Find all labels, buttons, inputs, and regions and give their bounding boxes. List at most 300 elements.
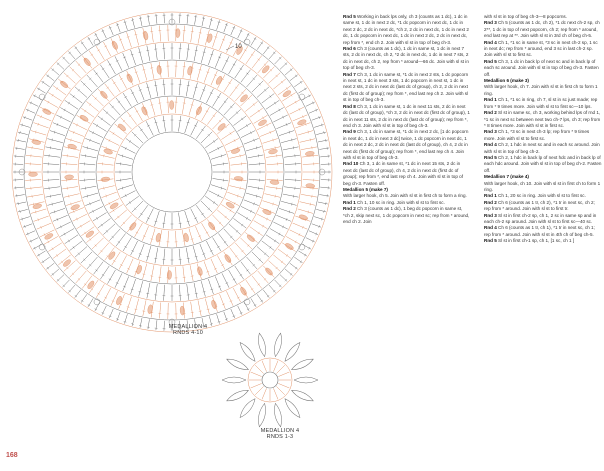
stitch-crossbar (96, 124, 97, 126)
stitch-crossbar (140, 129, 142, 131)
stitch-symbol (250, 227, 263, 236)
popcorn-symbol (169, 100, 173, 109)
stitch-symbol (204, 68, 209, 83)
stitch-crossbar (101, 118, 103, 120)
stitch-symbol (237, 213, 251, 221)
stitch-crossbar (80, 225, 81, 227)
stitch-symbol (81, 81, 92, 92)
stitch-symbol (218, 233, 228, 246)
stitch-symbol (126, 196, 139, 205)
stitch-symbol (189, 229, 194, 244)
popcorn-symbol (65, 175, 74, 180)
stitch-symbol (98, 163, 114, 165)
stitch-symbol (65, 235, 78, 244)
stitch-symbol (249, 163, 265, 164)
stitch-symbol (195, 226, 201, 241)
stitch-symbol (115, 273, 122, 287)
stitch-crossbar (52, 248, 54, 250)
stitch-symbol (257, 214, 271, 221)
stitch-symbol (140, 318, 142, 328)
stitch-symbol (257, 247, 269, 258)
stitch-crossbar (88, 38, 90, 39)
stitch-symbol (266, 155, 282, 157)
stitch-symbol (257, 87, 269, 98)
instruction-text: Ch 2, 1 hdc in back lp of next hdc and in back lp of each hdc around. Join with sl st in top of beg ch-2. Fasten off. (484, 154, 602, 173)
stitch-crossbar (304, 254, 305, 256)
stitch-symbol (235, 243, 246, 255)
stitch-crossbar (258, 154, 259, 157)
stitch-symbol (229, 60, 237, 74)
stitch-symbol (62, 155, 78, 157)
round-label: Rnd 2 (343, 206, 356, 212)
stitch-symbol (224, 103, 235, 115)
stitch-symbol (163, 116, 166, 132)
stitch-symbol (209, 191, 223, 198)
stitch-symbol (316, 209, 326, 212)
popcorn-symbol (197, 266, 204, 276)
popcorn-symbol (62, 258, 72, 267)
stitch-symbol (16, 140, 26, 142)
stitch-symbol (138, 205, 147, 218)
stitch-symbol (303, 179, 319, 180)
stitch-crossbar (246, 124, 247, 126)
stitch-symbol (262, 241, 275, 251)
stitch-symbol (275, 57, 282, 64)
popcorn-symbol (207, 221, 216, 231)
stitch-crossbar (291, 94, 293, 96)
instruction-text: with sl st in top of beg ch-3—8 popcorns. (484, 14, 567, 19)
popcorn-symbol (28, 172, 37, 177)
stitch-crossbar (270, 95, 272, 97)
popcorn-symbol (195, 106, 203, 116)
stitch-symbol (233, 116, 246, 126)
stitch-symbol (93, 213, 107, 221)
stitch-symbol (191, 302, 193, 318)
stitch-crossbar (300, 261, 302, 263)
stitch-crossbar (274, 240, 276, 242)
stitch-symbol (56, 115, 70, 122)
stitch-crossbar (95, 73, 97, 75)
stitch-symbol (249, 179, 265, 180)
stitch-symbol (217, 255, 225, 269)
stitch-symbol (290, 107, 304, 114)
stitch-crossbar (50, 146, 51, 149)
stitch-symbol (53, 123, 68, 129)
stitch-symbol (98, 218, 111, 228)
stitch-crossbar (91, 54, 93, 56)
stitch-symbol (132, 316, 135, 326)
stitch-crossbar (213, 140, 215, 142)
stitch-symbol (278, 249, 291, 258)
stitch-symbol (57, 62, 64, 69)
stitch-symbol (251, 37, 256, 45)
stitch-symbol (178, 116, 181, 132)
popcorn-symbol (128, 221, 137, 231)
stitch-symbol (285, 269, 293, 276)
stitch-symbol (319, 195, 329, 197)
stitch-crossbar (254, 304, 256, 305)
stitch-symbol (109, 131, 122, 140)
stitch-crossbar (96, 217, 97, 219)
stitch-crossbar (244, 50, 246, 51)
stitch-symbol (230, 84, 240, 97)
stitch-symbol (95, 33, 100, 42)
stitch-symbol (99, 186, 115, 190)
stitch-symbol (255, 365, 263, 373)
stitch-symbol (159, 26, 160, 42)
stitch-crossbar (68, 102, 70, 104)
stitch-symbol (273, 388, 278, 399)
stitch-crossbar (38, 88, 39, 90)
stitch-symbol (57, 275, 64, 282)
stitch-symbol (168, 97, 169, 113)
stitch-symbol (211, 259, 218, 274)
popcorn-symbol (268, 149, 278, 155)
stitch-symbol (201, 201, 212, 212)
stitch-crossbar (113, 260, 115, 262)
stitch-crossbar (18, 139, 19, 142)
stitch-symbol (143, 65, 147, 80)
stitch-crossbar (140, 213, 142, 215)
stitch-symbol (140, 16, 142, 26)
stitch-symbol (33, 95, 42, 100)
stitch-symbol (37, 223, 52, 229)
stitch-symbol (151, 63, 154, 79)
stitch-symbol (273, 255, 285, 265)
stitch-crossbar (326, 202, 327, 205)
stitch-crossbar (195, 293, 198, 294)
stitch-symbol (221, 131, 234, 140)
stitch-symbol (246, 51, 255, 64)
stitch-crossbar (228, 82, 230, 84)
stitch-symbol (18, 132, 28, 135)
stitch-symbol (252, 276, 262, 289)
caption-line: RNDS 1-3 (266, 434, 294, 440)
caption-large-medallion (148, 324, 228, 336)
stitch-symbol (127, 297, 132, 312)
stitch-symbol (34, 216, 49, 221)
instruction-text: Sl st in first ch-2 sp, ch 1, 2 sc in same sp and in each ch-2 sp around. Join with sl st to first sc—40 sc. (484, 212, 597, 224)
stitch-crossbar (73, 95, 75, 97)
stitch-symbol (164, 285, 165, 301)
stitch-symbol (134, 68, 139, 83)
stitch-symbol (247, 75, 258, 87)
petal-loop (272, 333, 283, 358)
stitch-symbol (96, 284, 104, 298)
stitch-symbol (127, 32, 132, 47)
stitch-symbol (206, 241, 213, 255)
stitch-symbol (44, 100, 58, 108)
stitch-symbol (175, 97, 176, 113)
stitch-symbol (191, 209, 198, 223)
stitch-symbol (164, 43, 165, 59)
stitch-symbol (284, 187, 300, 189)
instruction-paragraph (484, 200, 602, 213)
stitch-symbol (47, 139, 62, 143)
stitch-symbol (320, 156, 330, 157)
stitch-symbol (168, 61, 169, 77)
stitch-symbol (231, 163, 247, 165)
stitch-crossbar (201, 213, 203, 215)
stitch-symbol (200, 85, 206, 100)
stitch-symbol (43, 164, 59, 165)
stitch-symbol (143, 264, 147, 279)
stitch-symbol (233, 218, 246, 228)
stitch-symbol (112, 79, 121, 92)
petal-loop (222, 377, 246, 383)
stitch-symbol (13, 180, 23, 181)
stitch-crossbar (191, 276, 194, 277)
stitch-crossbar (258, 110, 260, 112)
stitch-symbol (198, 28, 201, 44)
stitch-symbol (60, 108, 74, 116)
stitch-symbol (321, 164, 331, 165)
stitch-symbol (284, 155, 300, 157)
stitch-symbol (263, 139, 278, 144)
instruction-text: With larger hook, ch 10. Join with sl st in first ch to form 1 ring. (484, 180, 601, 192)
stitch-symbol (237, 123, 251, 131)
stitch-symbol (14, 187, 24, 188)
stitch-symbol (227, 192, 242, 197)
popcorn-symbol (42, 108, 52, 116)
stitch-symbol (235, 266, 244, 279)
stitch-symbol (142, 226, 148, 241)
stitch-symbol (37, 251, 45, 256)
stitch-symbol (31, 131, 46, 136)
stitch-symbol (123, 93, 131, 107)
round-label: Rnd 2 (484, 199, 497, 205)
stitch-symbol (41, 257, 49, 263)
popcorn-symbol (111, 40, 119, 50)
stitch-symbol (241, 131, 255, 138)
stitch-symbol (252, 56, 262, 69)
stitch-symbol (285, 179, 301, 180)
stitch-symbol (75, 46, 81, 54)
stitch-crossbar (146, 293, 149, 294)
stitch-symbol (244, 138, 259, 144)
center-ring (262, 372, 278, 388)
stitch-crossbar (261, 300, 263, 302)
stitch-crossbar (202, 18, 205, 19)
stitch-symbol (116, 233, 126, 246)
stitch-symbol (103, 288, 110, 302)
section-heading: Medallion 5 (make 7) (343, 186, 388, 192)
stitch-crossbar (274, 102, 276, 104)
stitch-symbol (83, 193, 98, 197)
stitch-crossbar (124, 96, 126, 97)
stitch-symbol (44, 155, 60, 157)
stitch-crossbar (213, 201, 215, 203)
stitch-symbol (212, 163, 228, 166)
stitch-crossbar (201, 129, 203, 131)
stitch-symbol (150, 229, 155, 244)
stitch-symbol (222, 56, 229, 70)
instruction-paragraph (343, 161, 470, 187)
stitch-symbol (224, 79, 233, 92)
stitch-symbol (201, 281, 205, 296)
stitch-crossbar (91, 288, 93, 290)
stitch-crossbar (85, 154, 86, 157)
petal-loop (283, 341, 303, 364)
instruction-paragraph (484, 84, 602, 97)
stitch-symbol (127, 112, 137, 125)
stitch-symbol (270, 229, 284, 237)
stitch-symbol (99, 155, 115, 159)
stitch-symbol (146, 209, 153, 223)
instructions-column-2 (484, 14, 602, 245)
stitch-symbol (87, 75, 98, 87)
stitch-symbol (64, 194, 80, 198)
stitch-symbol (66, 201, 81, 206)
section-heading: Medallion 7 (make 4) (484, 174, 529, 180)
stitch-symbol (222, 273, 229, 287)
stitch-symbol (202, 223, 210, 237)
stitch-symbol (241, 70, 251, 83)
stitch-symbol (26, 187, 42, 189)
stitch-symbol (279, 131, 294, 136)
instruction-text: Ch 3, 1 dc in back lp of next sc and in back lp of each sc around. Join with sl st in top of beg ch-3. Fasten off. (484, 58, 599, 77)
instruction-text: Ch 1, 20 sc in ring. Join with sl st to first sc. (498, 193, 586, 199)
stitch-crossbar (235, 87, 237, 89)
stitch-symbol (43, 179, 59, 180)
stitch-symbol (65, 100, 78, 109)
stitch-crossbar (224, 101, 226, 103)
stitch-symbol (75, 247, 87, 258)
stitch-crossbar (246, 270, 248, 272)
stitch-crossbar (68, 240, 70, 242)
stitch-crossbar (150, 276, 153, 277)
stitch-symbol (220, 35, 226, 50)
instruction-paragraph (343, 206, 470, 225)
stitch-symbol (100, 65, 109, 78)
stitch-symbol (179, 249, 180, 265)
petal-loop (238, 397, 258, 420)
popcorn-symbol (264, 267, 273, 277)
stitch-symbol (301, 194, 317, 197)
stitch-crossbar (326, 139, 327, 142)
stitch-crossbar (254, 38, 256, 39)
stitch-symbol (209, 18, 212, 28)
stitch-crossbar (304, 88, 305, 90)
stitch-symbol (187, 14, 188, 24)
stitch-symbol (218, 98, 228, 111)
stitch-symbol (70, 93, 83, 103)
instruction-text: Ch 6 (counts as 1 tr, ch 2), *1 tr in next sc, ch 2; rep from * around. Join with sl st to first tr. (484, 199, 595, 212)
stitch-symbol (251, 383, 262, 388)
stitch-crossbar (42, 261, 44, 263)
popcorn-symbol (262, 208, 272, 216)
petal-loop (238, 341, 258, 364)
stitch-symbol (204, 261, 209, 276)
stitch-symbol (93, 70, 103, 83)
stitch-symbol (25, 164, 41, 165)
stitch-symbol (281, 201, 296, 205)
stitch-crossbar (293, 146, 294, 149)
stitch-symbol (45, 194, 61, 197)
stitch-crossbar (150, 68, 153, 69)
stitch-symbol (116, 178, 132, 181)
page-number: 168 (6, 452, 18, 459)
stitch-symbol (98, 243, 109, 255)
stitch-symbol (45, 147, 61, 150)
stitch-symbol (224, 229, 235, 241)
stitch-crossbar (300, 81, 302, 83)
stitch-symbol (64, 73, 76, 84)
stitch-symbol (148, 15, 150, 25)
instruction-paragraph (343, 129, 470, 161)
stitch-symbol (246, 147, 261, 151)
stitch-crossbar (251, 288, 253, 290)
popcorn-symbol (231, 147, 241, 154)
stitch-crossbar (146, 50, 149, 51)
instruction-paragraph (484, 110, 602, 129)
instruction-text: Working in back lps only, ch 3 (counts as 1 dc), 1 dc in same st, 1 dc in next 2 dc, *1 dc popcorn in next dc, 1 dc in next 2 dc, 2 dc in next dc, *ch 2, 2 dc in next dc, 1 dc in next 2 dc, 1 dc popcorn in next dc, 1 dc in next 2 dc, 2 dc in next dc, rep from *, end ch 2. Join with sl st in top of beg ch-3. (343, 14, 469, 45)
stitch-symbol (278, 383, 289, 388)
stitch-symbol (285, 68, 293, 75)
stitch-crossbar (246, 217, 247, 219)
stitch-symbol (318, 140, 328, 142)
stitch-symbol (290, 75, 298, 81)
stitch-symbol (266, 187, 282, 189)
caption-line: MEDALLION 4 (260, 428, 300, 434)
stitch-symbol (301, 147, 317, 150)
stitch-crossbar (97, 293, 99, 294)
stitch-symbol (273, 115, 287, 122)
stitch-symbol (27, 194, 43, 197)
stitch-symbol (195, 15, 197, 25)
stitch-crossbar (286, 254, 288, 256)
stitch-symbol (248, 186, 264, 189)
stitch-symbol (100, 266, 109, 279)
stitch-symbol (79, 179, 95, 180)
stitch-symbol (143, 300, 146, 316)
popcorn-symbol (141, 106, 149, 116)
stitch-symbol (34, 123, 49, 128)
stitch-symbol (186, 81, 189, 97)
stitch-symbol (150, 100, 155, 115)
instruction-paragraph (484, 238, 602, 244)
stitch-symbol (196, 126, 205, 139)
stitch-symbol (121, 215, 132, 227)
stitch-symbol (302, 244, 311, 249)
popcorn-symbol (126, 73, 134, 83)
stitch-symbol (273, 361, 278, 372)
stitch-symbol (98, 116, 111, 126)
petal-loop (225, 356, 249, 372)
petal-loop (256, 403, 267, 428)
stitch-symbol (202, 107, 210, 121)
stitch-symbol (70, 241, 83, 251)
round-label: Rnd 8 (343, 103, 356, 109)
stitch-symbol (233, 288, 240, 302)
stitch-symbol (269, 73, 281, 84)
stitch-symbol (225, 138, 239, 145)
stitch-symbol (191, 26, 193, 42)
stitch-symbol (14, 156, 24, 157)
stitch-crossbar (81, 300, 83, 302)
instruction-paragraph (484, 225, 602, 238)
stitch-symbol (48, 93, 61, 102)
stitch-symbol (265, 194, 281, 198)
stitch-symbol (255, 386, 263, 394)
stitch-symbol (138, 85, 144, 100)
popcorn-symbol (261, 65, 270, 75)
stitch-symbol (109, 103, 120, 115)
stitch-symbol (276, 215, 291, 221)
stitch-symbol (178, 212, 181, 228)
stitch-symbol (212, 215, 223, 227)
stitch-symbol (154, 211, 159, 226)
